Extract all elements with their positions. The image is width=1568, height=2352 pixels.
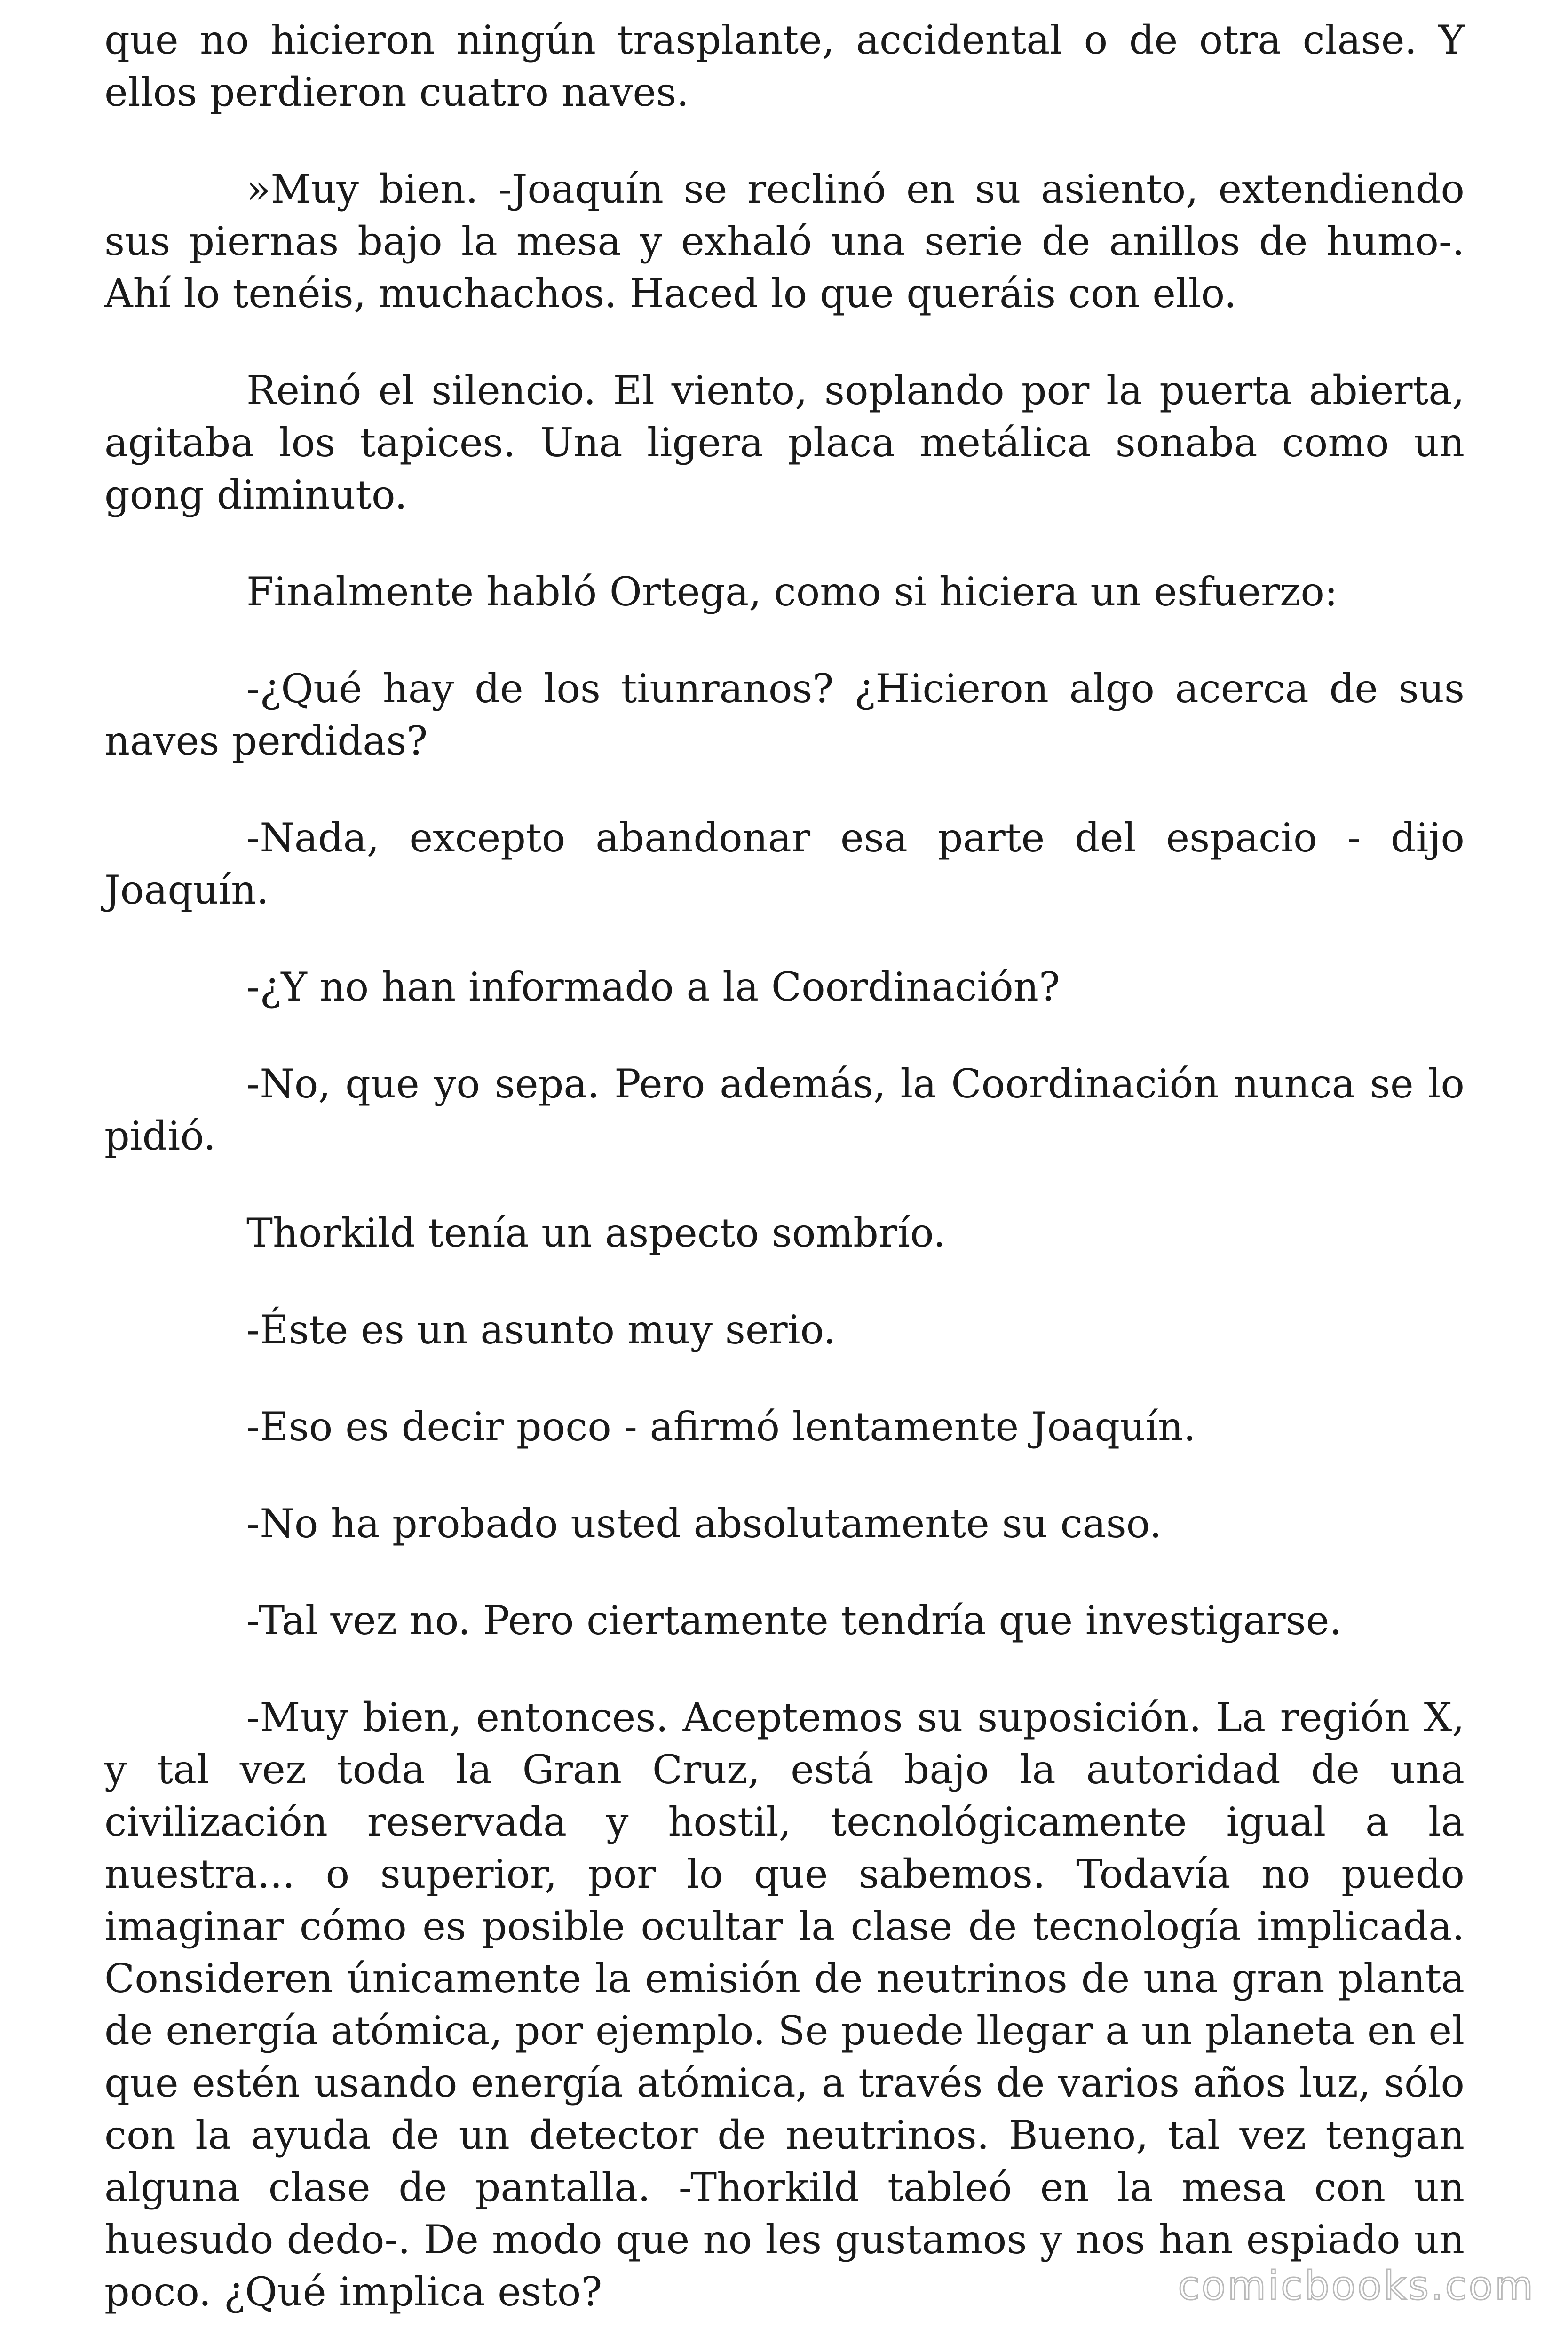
book-page-text (104, 14, 1465, 2352)
paragraph: -No ha probado usted absolutamente su caso. (246, 1501, 1162, 1547)
paragraph: -No, que yo sepa. Pero además, la Coordinación nunca se lo pidió. (104, 1061, 1465, 1159)
paragraph: Finalmente habló Ortega, como si hiciera un esfuerzo: (246, 569, 1338, 615)
paragraph: -Nada, excepto abandonar esa parte del espacio - dijo Joaquín. (104, 815, 1465, 913)
paragraph: Thorkild tenía un aspecto sombrío. (246, 1210, 946, 1256)
paragraph: -Éste es un asunto muy serio. (246, 1307, 836, 1353)
paragraph-continuation: que no hicieron ningún trasplante, accidental o de otra clase. Y ellos perdieron cuatro naves. (104, 17, 1465, 115)
paragraph: -Eso es decir poco - afirmó lentamente Joaquín. (246, 1404, 1196, 1450)
paragraph: -Muy bien, entonces. Aceptemos su suposición. La región X, y tal vez toda la Gran Cruz, está bajo la autoridad de una civilización reservada y hostil, tecnológicamente igual a la nuestra... o superior, por lo que sabemos. Todavía no puedo imaginar cómo es posible ocultar la clase de tecnología implicada. Consideren únicamente la emisión de neutrinos de una gran planta de energía atómica, por ejemplo. Se puede llegar a un planeta en el que estén usando energía atómica, a través de varios años luz, sólo con la ayuda de un detector de neutrinos. Bueno, tal vez tengan alguna clase de pantalla. -Thorkild tableó en la mesa con un huesudo dedo-. De modo que no les gustamos y nos han espiado un poco. ¿Qué implica esto? (104, 1694, 1465, 2315)
paragraph: -Tal vez no. Pero ciertamente tendría que investigarse. (246, 1597, 1342, 1644)
paragraph: -¿Y no han informado a la Coordinación? (246, 964, 1060, 1010)
paragraph: -¿Qué hay de los tiunranos? ¿Hicieron algo acerca de sus naves perdidas? (104, 666, 1465, 764)
paragraph: »Muy bien. -Joaquín se reclinó en su asiento, extendiendo sus piernas bajo la mesa y exhaló una serie de anillos de humo-. Ahí lo tenéis, muchachos. Haced lo que queráis con ello. (104, 166, 1465, 317)
paragraph: Reinó el silencio. El viento, soplando por la puerta abierta, agitaba los tapices. Una ligera placa metálica sonaba como un gong diminuto. (104, 367, 1465, 518)
watermark: comicbooks.com (1178, 2263, 1535, 2309)
